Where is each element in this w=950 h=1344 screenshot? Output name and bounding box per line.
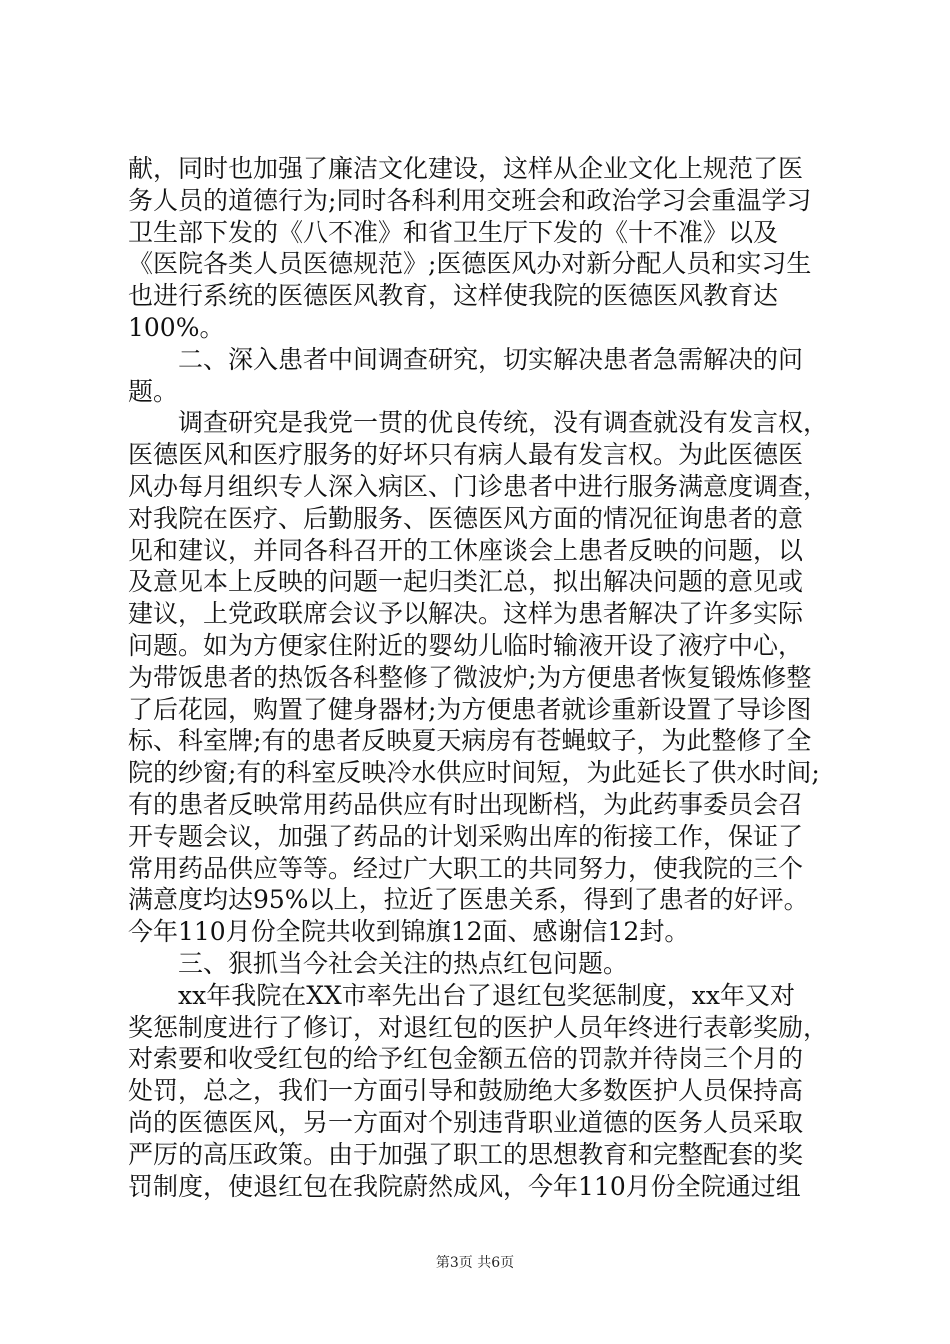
text-line: 对我院在医疗、后勤服务、医德医风方面的情况征询患者的意: [128, 503, 804, 533]
text-line: 见和建议，并同各科召开的工休座谈会上患者反映的问题，以: [128, 535, 804, 565]
text-line: 务人员的道德行为;同时各科利用交班会和政治学习会重温学习: [128, 185, 812, 215]
text-line: 建议，上党政联席会议予以解决。这样为患者解决了许多实际: [128, 599, 804, 629]
text-line: 三、狠抓当今社会关注的热点红包问题。: [128, 948, 629, 978]
text-line: xx年我院在XX市率先出台了退红包奖惩制度，xx年又对: [128, 980, 795, 1010]
text-line: 罚制度，使退红包在我院蔚然成风，今年110月份全院通过组: [128, 1171, 801, 1201]
text-line: 《医院各类人员医德规范》;医德医风办对新分配人员和实习生: [128, 249, 812, 279]
text-line: 今年110月份全院共收到锦旗12面、感谢信12封。: [128, 917, 690, 947]
text-line: 问题。如为方便家住附近的婴幼儿临时输液开设了液疗中心，: [128, 630, 804, 660]
text-line: 题。: [128, 376, 179, 406]
text-line: 献，同时也加强了廉洁文化建设，这样从企业文化上规范了医: [128, 154, 804, 183]
page-number-label: 第3页 共6页: [435, 1255, 515, 1271]
text-line: 院的纱窗;有的科室反映冷水供应时间短，为此延长了供水时间;: [128, 758, 820, 788]
text-line: 标、科室牌;有的患者反映夏天病房有苍蝇蚊子，为此整修了全: [128, 726, 812, 756]
text-line: 医德医风和医疗服务的好坏只有病人最有发言权。为此医德医: [128, 440, 804, 470]
text-line: 风办每月组织专人深入病区、门诊患者中进行服务满意度调查，: [128, 471, 829, 501]
text-line: 尚的医德医风，另一方面对个别违背职业道德的医务人员采取: [128, 1107, 804, 1137]
text-line: 卫生部下发的《八不准》和省卫生厅下发的《十不准》以及: [128, 217, 779, 247]
text-line: 严厉的高压政策。由于加强了职工的思想教育和完整配套的奖: [128, 1139, 804, 1169]
text-line: 调查研究是我党一贯的优良传统，没有调查就没有发言权，: [128, 408, 829, 438]
text-line: 有的患者反映常用药品供应有时出现断档，为此药事委员会召: [128, 789, 804, 819]
page-footer: [0, 1253, 950, 1273]
text-line: 为带饭患者的热饭各科整修了微波炉;为方便患者恢复锻炼修整: [128, 662, 812, 692]
text-line: 二、深入患者中间调查研究，切实解决患者急需解决的问: [128, 344, 804, 374]
text-line: 对索要和收受红包的给予红包金额五倍的罚款并待岗三个月的: [128, 1044, 804, 1074]
text-line: 也进行系统的医德医风教育，这样使我院的医德医风教育达: [128, 281, 779, 311]
text-line: 及意见本上反映的问题一起归类汇总，拟出解决问题的意见或: [128, 567, 804, 597]
text-line: 开专题会议，加强了药品的计划采购出库的衔接工作，保证了: [128, 821, 804, 851]
document-body: [128, 153, 836, 1202]
text-line: 100%。: [128, 312, 225, 342]
text-line: 奖惩制度进行了修订，对退红包的医护人员年终进行表彰奖励，: [128, 1012, 829, 1042]
text-line: 了后花园，购置了健身器材;为方便患者就诊重新设置了导诊图: [128, 694, 812, 724]
text-line: 处罚，总之，我们一方面引导和鼓励绝大多数医护人员保持高: [128, 1076, 804, 1106]
text-line: 常用药品供应等等。经过广大职工的共同努力，使我院的三个: [128, 853, 804, 883]
text-line: 满意度均达95%以上，拉近了医患关系，得到了患者的好评。: [128, 885, 809, 915]
